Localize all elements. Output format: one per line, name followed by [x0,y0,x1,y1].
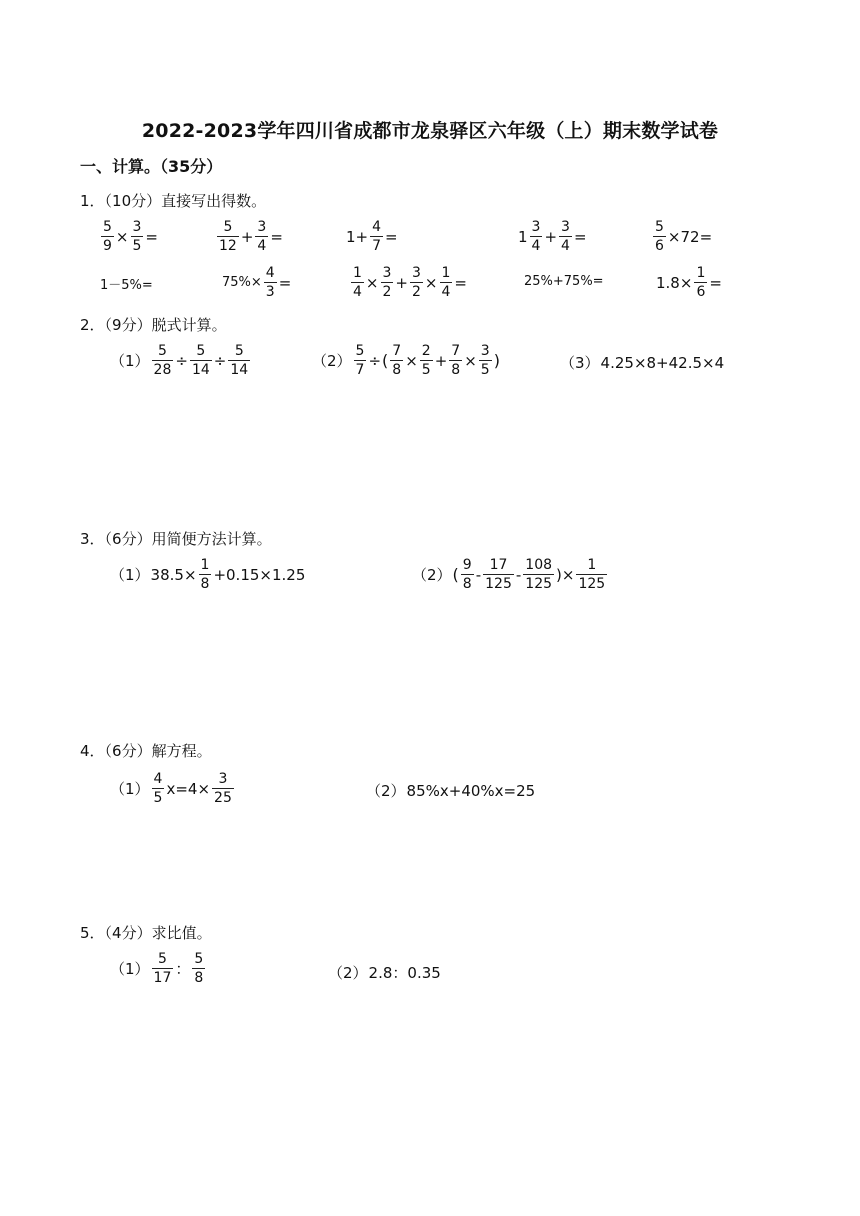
q3-part-1: （1） 38.5× $\frac{1}{8}$ +0.15×1.25 [110,557,306,592]
fraction: $\frac{4}{7}$ [372,219,382,254]
fraction: $\frac{5}{6}$ [655,219,664,254]
q1-item-f: 1－5%= [100,278,153,293]
q1-item-e: $\frac{5}{6}$ ×72= [655,219,713,254]
question-4-label: 4．（6分）解方程。 [80,742,212,760]
q2-part-2: （2） $\frac{5}{7}$ ÷ ( $\frac{7}{8}$ × $\frac{2}{5}$ + $\frac{7}{8}$ × $\frac{3}{5}$ ) [312,343,500,378]
q1-item-d: 1 $\frac{3}{4}$ + $\frac{3}{4}$ = [518,219,587,254]
fraction: $\frac{3}{4}$ [531,219,541,254]
fraction: $\frac{3}{5}$ [132,219,142,254]
fraction: $\frac{4}{5}$ [153,771,163,806]
fraction: $\frac{108}{125}$ [525,557,553,592]
fraction: $\frac{17}{125}$ [485,557,512,592]
fraction: $\frac{3}{4}$ [561,219,570,254]
q4-part-2: （2） 85%x+40%x=25 [366,781,536,800]
fraction: $\frac{5}{7}$ [355,343,365,378]
fraction: $\frac{5}{8}$ [194,951,204,986]
fraction: $\frac{2}{5}$ [421,343,431,378]
page-title: 2022-2023学年四川省成都市龙泉驿区六年级（上）期末数学试卷 [141,120,719,142]
q2-part-3: （3） 4.25×8+42.5×4 [560,353,725,372]
fraction: $\frac{1}{6}$ [696,265,706,300]
fraction: $\frac{1}{8}$ [200,557,210,592]
q1-item-b: $\frac{5}{12}$ + $\frac{3}{4}$ = [219,219,283,254]
fraction: $\frac{5}{12}$ [219,219,237,254]
fraction: $\frac{5}{28}$ [153,343,172,378]
fraction: $\frac{1}{4}$ [441,265,451,300]
question-3-label: 3．（6分）用简便方法计算。 [80,530,272,548]
q1-item-a: $\frac{5}{9}$ × $\frac{3}{5}$ = [103,219,158,254]
question-2-label: 2．（9分）脱式计算。 [80,316,227,334]
question-5-label: 5．（4分）求比值。 [80,924,212,942]
q5-part-1: （1） $\frac{5}{17}$ ： $\frac{5}{8}$ [110,951,204,986]
fraction: $\frac{3}{2}$ [382,265,392,300]
fraction: $\frac{5}{14}$ [230,343,249,378]
q1-item-j: 1.8× $\frac{1}{6}$ = [656,265,722,300]
fraction: $\frac{1}{125}$ [578,557,606,592]
question-1-label: 1．（10分）直接写出得数。 [80,192,267,210]
q1-item-g: 75%× $\frac{4}{3}$ = [222,265,292,300]
q3-part-2: （2） ( $\frac{9}{8}$ - $\frac{17}{125}$ - $\frac{108}{125}$ )× $\frac{1}{125}$ [412,557,606,592]
q5-part-2: （2） 2.8：0.35 [328,964,441,982]
q1-item-c: 1+ $\frac{4}{7}$ = [346,219,398,254]
fraction: $\frac{3}{2}$ [412,265,421,300]
fraction: $\frac{5}{9}$ [103,219,112,254]
q1-item-i: 25%+75%= [524,274,604,289]
q1-item-h: $\frac{1}{4}$ × $\frac{3}{2}$ + $\frac{3}{2}$ × $\frac{1}{4}$ = [353,265,467,300]
q4-part-1: （1） $\frac{4}{5}$ x=4× $\frac{3}{25}$ [110,771,232,806]
q2-part-1: （1） $\frac{5}{28}$ ÷ $\frac{5}{14}$ ÷ $\frac{5}{14}$ [110,343,249,378]
fraction: $\frac{3}{25}$ [214,771,232,806]
fraction: $\frac{7}{8}$ [392,343,402,378]
fraction: $\frac{9}{8}$ [462,557,472,592]
fraction: $\frac{1}{4}$ [353,265,362,300]
fraction: $\frac{3}{4}$ [257,219,267,254]
section-heading: 一、计算。（35分） [80,157,223,176]
fraction: $\frac{5}{17}$ [153,951,172,986]
fraction: $\frac{7}{8}$ [451,343,461,378]
fraction: $\frac{3}{5}$ [480,343,490,378]
fraction: $\frac{5}{14}$ [191,343,210,378]
fraction: $\frac{4}{3}$ [265,265,275,300]
